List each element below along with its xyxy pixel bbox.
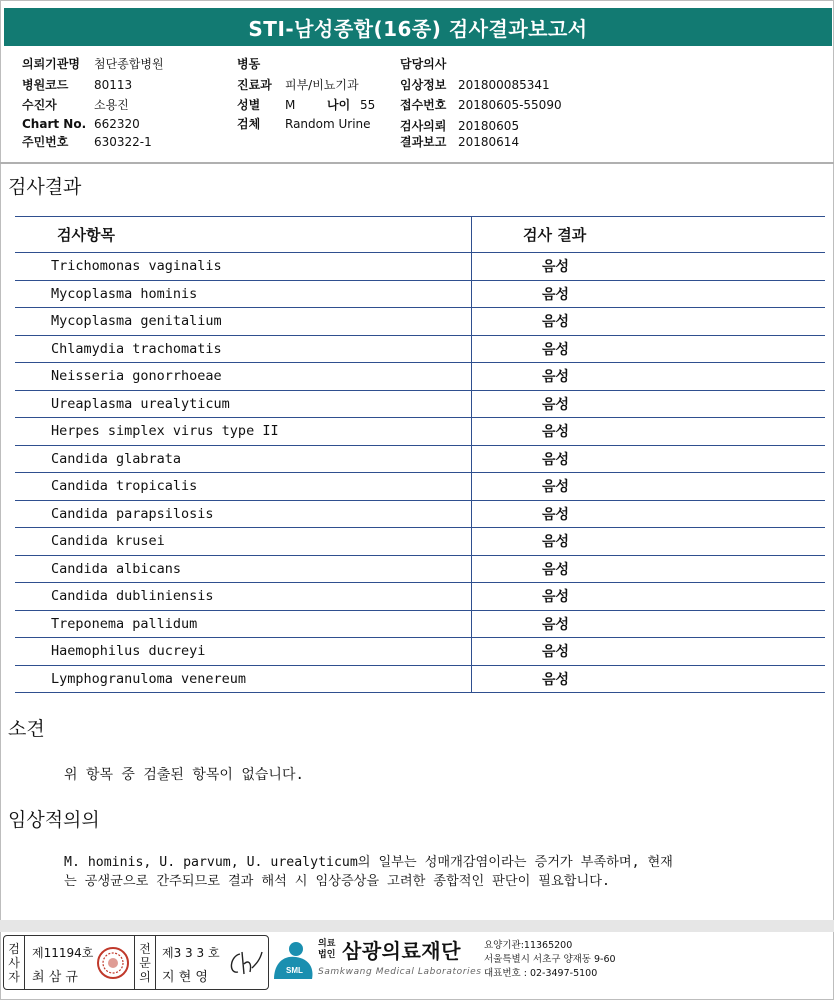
info-specimen: 검체 Random Urine bbox=[237, 117, 371, 131]
test-item-name: Mycoplasma genitalium bbox=[15, 308, 472, 336]
table-row bbox=[15, 280, 825, 308]
header-divider bbox=[0, 162, 834, 164]
test-item-name: Mycoplasma hominis bbox=[15, 280, 472, 308]
findings-text: 위 항목 중 검출된 항목이 없습니다. bbox=[64, 767, 304, 783]
info-request-date: 검사의뢰 20180605 bbox=[400, 119, 520, 133]
footer-band bbox=[0, 920, 834, 932]
info-institution: 의뢰기관명 첨단종합병원 bbox=[22, 57, 164, 71]
results-body bbox=[15, 253, 825, 693]
lab-address: 서울특별시 서초구 양재동 9-60 bbox=[484, 954, 616, 965]
clinical-line-2: 는 공생균으로 간주되므로 결과 해석 시 임상증상을 고려한 종합적인 판단이 필요합니다. bbox=[64, 874, 610, 889]
examiner-label: 검 사 자 bbox=[4, 936, 25, 989]
test-result-value: 음성 bbox=[472, 253, 826, 281]
table-row bbox=[15, 445, 825, 473]
logo-english: Samkwang Medical Laboratories bbox=[318, 967, 482, 977]
lab-contact bbox=[484, 939, 616, 981]
info-hospital-code: 병원코드 80113 bbox=[22, 78, 133, 92]
table-row bbox=[15, 555, 825, 583]
table-row bbox=[15, 473, 825, 501]
table-header-row bbox=[15, 217, 825, 253]
seal-icon bbox=[94, 944, 132, 982]
table-row bbox=[15, 390, 825, 418]
info-sex-age: 성별 M 나이 55 bbox=[237, 98, 376, 112]
test-item-name: Lymphogranuloma venereum bbox=[15, 665, 472, 693]
test-result-value: 음성 bbox=[472, 473, 826, 501]
lab-phone: 대표번호 : 02-3497-5100 bbox=[484, 968, 598, 979]
test-result-value: 음성 bbox=[472, 445, 826, 473]
table-row bbox=[15, 610, 825, 638]
info-resident-no: 주민번호 630322-1 bbox=[22, 135, 152, 149]
signature-box bbox=[3, 935, 269, 990]
logo-prefix: 의료 법인 bbox=[318, 939, 336, 960]
test-result-value: 음성 bbox=[472, 308, 826, 336]
clinical-title: 임상적의의 bbox=[8, 809, 100, 831]
table-row bbox=[15, 308, 825, 336]
test-item-name: Candida glabrata bbox=[15, 445, 472, 473]
test-item-name: Haemophilus ducreyi bbox=[15, 638, 472, 666]
reviewer-label: 전 문 의 bbox=[134, 936, 156, 989]
table-row bbox=[15, 665, 825, 693]
test-item-name: Candida dubliniensis bbox=[15, 583, 472, 611]
table-row bbox=[15, 363, 825, 391]
test-result-value: 음성 bbox=[472, 583, 826, 611]
table-row bbox=[15, 253, 825, 281]
test-item-name: Trichomonas vaginalis bbox=[15, 253, 472, 281]
test-result-value: 음성 bbox=[472, 363, 826, 391]
table-row bbox=[15, 638, 825, 666]
test-item-name: Candida parapsilosis bbox=[15, 500, 472, 528]
lab-logo bbox=[270, 935, 830, 990]
results-section-title: 검사결과 bbox=[8, 176, 82, 198]
table-row bbox=[15, 418, 825, 446]
table-row bbox=[15, 528, 825, 556]
reviewer-name: 지 현 영 bbox=[162, 970, 208, 985]
test-result-value: 음성 bbox=[472, 335, 826, 363]
test-result-value: 음성 bbox=[472, 390, 826, 418]
test-result-value: 음성 bbox=[472, 280, 826, 308]
test-item-name: Ureaplasma urealyticum bbox=[15, 390, 472, 418]
test-result-value: 음성 bbox=[472, 555, 826, 583]
table-row bbox=[15, 500, 825, 528]
findings-title: 소견 bbox=[8, 718, 45, 740]
test-result-value: 음성 bbox=[472, 528, 826, 556]
info-chart-no: Chart No. 662320 bbox=[22, 117, 140, 131]
info-patient: 수진자 소용진 bbox=[22, 98, 129, 112]
header-result: 검사 결과 bbox=[472, 217, 826, 253]
examiner-license-no: 제11194호 bbox=[32, 946, 94, 960]
results-table bbox=[15, 216, 825, 693]
test-item-name: Treponema pallidum bbox=[15, 610, 472, 638]
info-ward: 병동 bbox=[237, 57, 261, 71]
info-clinical-info: 임상정보 201800085341 bbox=[400, 78, 550, 92]
reviewer-license-no: 제3 3 3 호 bbox=[162, 946, 220, 960]
info-department: 진료과 피부/비뇨기과 bbox=[237, 78, 359, 92]
signature-icon bbox=[226, 946, 264, 980]
table-row bbox=[15, 335, 825, 363]
test-item-name: Herpes simplex virus type II bbox=[15, 418, 472, 446]
test-result-value: 음성 bbox=[472, 638, 826, 666]
test-result-value: 음성 bbox=[472, 418, 826, 446]
test-result-value: 음성 bbox=[472, 665, 826, 693]
info-receipt-no: 접수번호 20180605-55090 bbox=[400, 98, 562, 112]
sml-logo-icon bbox=[272, 939, 314, 981]
sml-logo-text: SML bbox=[286, 966, 303, 975]
examiner-name: 최 삼 규 bbox=[32, 970, 78, 985]
report-title: STI-남성종합(16종) 검사결과보고서 bbox=[4, 8, 832, 46]
table-row bbox=[15, 583, 825, 611]
info-doctor: 담당의사 bbox=[400, 57, 447, 71]
test-result-value: 음성 bbox=[472, 610, 826, 638]
test-item-name: Candida tropicalis bbox=[15, 473, 472, 501]
test-item-name: Chlamydia trachomatis bbox=[15, 335, 472, 363]
info-report-date: 결과보고 20180614 bbox=[400, 135, 520, 149]
clinical-line-1: M. hominis, U. parvum, U. urealyticum의 일부는 성매개감염이라는 증거가 부족하며, 현재 bbox=[64, 855, 673, 870]
test-result-value: 음성 bbox=[472, 500, 826, 528]
test-item-name: Candida krusei bbox=[15, 528, 472, 556]
header-item: 검사항목 bbox=[15, 217, 472, 253]
test-item-name: Candida albicans bbox=[15, 555, 472, 583]
logo-brand: 삼광의료재단 bbox=[342, 939, 461, 963]
test-item-name: Neisseria gonorrhoeae bbox=[15, 363, 472, 391]
lab-code: 요양기관:11365200 bbox=[484, 940, 573, 951]
